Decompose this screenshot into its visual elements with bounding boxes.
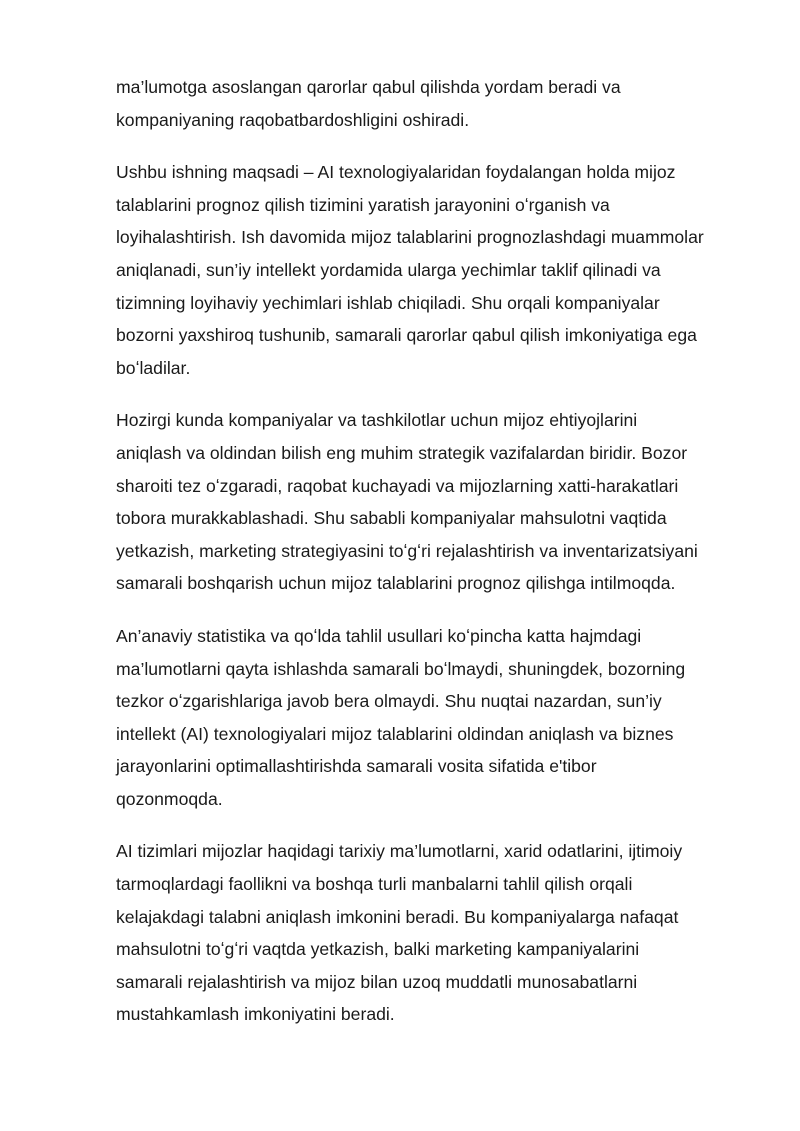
paragraph-4: An’anaviy statistika va qoʻlda tahlil usullari koʻpincha katta hajmdagi ma’lumotlarni qayta ishlashda samarali boʻlmaydi, shuningdek, bozorning tezkor oʻzgarishlariga javob bera olmaydi. Shu nuqtai nazardan, sun’iy intellekt (AI) texnologiyalari mijoz talablarini oldindan aniqlash va biznes jarayonlarini optimallashtirishda samarali vosita sifatida e'tibor qozonmoqda. bbox=[116, 625, 686, 809]
paragraph-2: Ushbu ishning maqsadi – AI texnologiyalaridan foydalangan holda mijoz talablarini prognoz qilish tizimini yaratish jarayonini oʻrganish va loyihalashtirish. Ish davomida mijoz talablarini prognozlashdagi muammolar aniqlanadi, sun’iy intellekt yordamida ularga yechimlar taklif qilinadi va tizimning loyihaviy yechimlari ishlab chiqiladi. Shu orqali kompaniyalar bozorni yaxshiroq tushunib, samarali qarorlar qabul qilish imkoniyatiga ega boʻladilar. bbox=[116, 162, 704, 378]
paragraph-1: ma’lumotga asoslangan qarorlar qabul qilishda yordam beradi va kompaniyaning raqobatbardoshligini oshiradi. bbox=[116, 77, 621, 130]
paragraph-3: Hozirgi kunda kompaniyalar va tashkilotlar uchun mijoz ehtiyojlarini aniqlash va oldindan bilish eng muhim strategik vazifalardan biridir. Bozor sharoiti tez oʻzgaradi, raqobat kuchayadi va mijozlarning xatti-harakatlari tobora murakkablashadi. Shu sababli kompaniyalar mahsulotni vaqtida yetkazish, marketing strategiyasini toʻgʻri rejalashtirish va inventarizatsiyani samarali boshqarish uchun mijoz talablarini prognoz qilishga intilmoqda. bbox=[116, 410, 698, 594]
document-body bbox=[116, 71, 740, 1051]
paragraph-5: AI tizimlari mijozlar haqidagi tarixiy ma’lumotlarni, xarid odatlarini, ijtimoiy tarmoqlardagi faollikni va boshqa turli manbalarni tahlil qilish orqali kelajakdagi talabni aniqlash imkonini beradi. Bu kompaniyalarga nafaqat mahsulotni toʻgʻri vaqtda yetkazish, balki marketing kampaniyalarini samarali rejalashtirish va mijoz bilan uzoq muddatli munosabatlarni mustahkamlash imkoniyatini beradi. bbox=[116, 841, 683, 1025]
